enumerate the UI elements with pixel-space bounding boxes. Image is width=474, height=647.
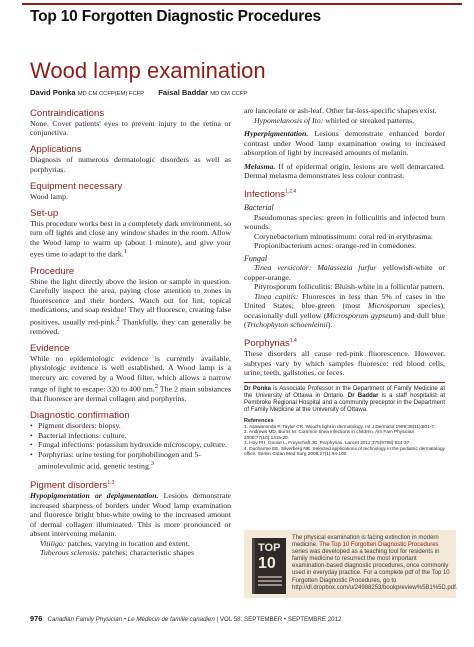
book-cover-image: [252, 538, 286, 594]
citation: 3: [150, 460, 155, 468]
citation: 1: [123, 248, 127, 255]
procedure-text: Shine the light directly above the lesion or sample in question. Carefully inspect the area, paying close attention to zones in fluorescence and their borders. Watch out for lint, topical medications, and soap residue! They all fluoresce, creating false positives, usually red-pink.$^2$ Thankfully, they can generally be removed.: [30, 276, 231, 336]
article-title: Wood lamp examination: [30, 58, 266, 83]
applications-heading: Applications: [30, 144, 82, 155]
vitiligo-text: Vitiligo: patches, varying in location and extent.: [40, 538, 190, 548]
header-rule: [22, 3, 462, 5]
page-footer: [30, 614, 341, 623]
references-list: [244, 424, 445, 456]
list-item: • Porphyrias: urine testing for porphobilinogen and 5-aminolevulinic acid, genetic testing.$^3$: [30, 450, 231, 472]
author-credentials: MD CM CCFP(EM) FCFP: [77, 91, 145, 97]
footer-separator: |: [216, 616, 219, 623]
list-item: • Pigment disorders: biopsy.: [30, 421, 231, 431]
diagnostic-confirmation-heading: Diagnostic confirmation: [30, 410, 130, 422]
continued-text: are lanceolate or ash-leaf. Other far-less-specific shapes exist.: [244, 106, 437, 115]
setup-heading: Set-up: [30, 207, 59, 219]
pseudomonas-text: Pseudomonas species: green in folliculitis and infected burn wounds.: [244, 212, 445, 232]
author-name: Faisal Baddar: [158, 88, 209, 97]
list-item: • Fungal infections: potassium hydroxide microscopy, culture.: [30, 440, 231, 450]
evidence-heading: Evidence: [30, 342, 70, 354]
reference-item: 4. Ducharme EE, Silverberg NB. Selected applications of technology in the pediatric dermatology office. Semin Cutan Med Surg 2008;27(1):94-100.: [244, 445, 445, 456]
series-name-link[interactable]: The Top 10 Forgotten Diagnostic Procedures: [319, 542, 439, 549]
section-divider: [244, 382, 445, 383]
setup-text: This procedure works best in a completely dark environment, so turn off lights and close any window shades in the room. Allow the Wood lamp to warm up (about 1 minute), and give your eyes time to adapt to the dark.$^1$: [30, 218, 231, 259]
tinea-capitis-text: Tinea capitis: Fluoresces in less than 5% of cases in the United States; blue-green (most Microsporum species), occasionally dull yellow (Microsporum gypseum) and dull blue (Trichophyton schoenleinii).: [244, 291, 445, 330]
left-column: [30, 101, 231, 579]
tuberous-sclerosis-text: Tuberous sclerosis: patches; characteristic shapes: [40, 548, 195, 558]
evidence-text: While no epidemiologic evidence is currently available, physiologic evidence is well established. A Wood lamp is a mercury arc covered by a Wood filter, which allows a narrow range of light to escape: 320 to 400 nm.$^2$ The 2 main substances that fluoresce are dermal collagen and porphyrins.: [30, 353, 231, 404]
page-number: 976: [30, 614, 43, 623]
hypopigmentation-text: Hypopigmentation or depigmentation. Lesions demonstrate increased sharpness of borders under Wood lamp examination and fluoresce bright blue-white owing to the increased amount of dermal collagen illuminated. This is more pronounced or absent intervening melanin.: [30, 491, 231, 539]
reference-item: 3. Hoy PH, Goose L, Freyschaft JC. Porphyrias. Lancet 2012;375(9798):924-37.: [244, 440, 411, 446]
author-name: David Ponka: [30, 88, 76, 97]
tinea-versicolor-text: Tinea versicolor: Malassezia furfur yellowish-white or copper-orange.: [244, 263, 445, 282]
promo-text: The physical examination is facing extinction in modern medicine. The Top 10 Forgotten Diagnostic Procedures series was developed as a teaching tool for residents in family medicine to resurrect the most important examination-based diagnostic procedures, once commonly used in everyday practice. For a complete pdf of the Top 10 Forgotten Diagnostic Procedures, go to http://dl.dropbox.com/u/24988253/bookpreview%5B1%5D.pdf.: [292, 535, 458, 591]
series-title: Top 10 Forgotten Diagnostic Procedures: [30, 8, 321, 25]
journal-name: Canadian Family Physician • Le Médecin de famille canadien: [47, 616, 215, 623]
pigment-disorders-heading: Pigment disorders$^{1,3}$: [30, 479, 115, 492]
procedure-heading: Procedure: [30, 265, 75, 277]
infections-heading: Infections$^{1,2,4}$: [244, 189, 297, 201]
author-credentials: MD CM CCFP: [210, 91, 248, 97]
citation: 1,2,4: [285, 189, 297, 195]
issue-info: VOL 58: SEPTEMBER • SEPTEMBRE 2012: [219, 616, 342, 623]
porphyrias-heading: Porphyrias$^{1,4}$: [244, 338, 297, 350]
book-cover-number: 10: [258, 555, 276, 572]
list-item: • Bacterial infections: culture.: [30, 431, 231, 441]
propionibacterium-text: Propionibacterium acnes: orange-red in comedones.: [254, 241, 417, 251]
citation: 1,4: [289, 338, 297, 345]
applications-text: Diagnosis of numerous dermatologic disorders as well as porphyrias.: [30, 155, 231, 174]
reference-item: 1. Asawanonda P, Taylor CR. Wood's light in dermatology. Int J Dermatol 1999;38(11):801-7.: [244, 423, 436, 429]
hyperpigmentation-text: Hyperpigmentation. Lesions demonstrate enhanced border contrast under Wood lamp examination owing to increased absorption of light by increased amounts of melanin.: [244, 129, 445, 157]
equipment-heading: Equipment necessary: [30, 180, 123, 192]
bacterial-subheading: Bacterial: [244, 203, 274, 213]
contraindications-text: None. Cover patients' eyes to prevent injury to the retina or conjunctiva.: [30, 118, 231, 137]
author-line: [30, 88, 247, 97]
equipment-text: Wood lamp.: [30, 191, 68, 201]
citation: 2: [154, 383, 159, 391]
fungal-subheading: Fungal: [244, 253, 268, 263]
reference-item: 2. Andrews MD, Burns M. Common tinea infections in children. Am Fam Physician 2008;77(10):1415-20.: [244, 429, 415, 440]
melasma-text: Melasma. If of epidermal origin, lesions are well demarcated. Dermal melasma demonstrates less colour contrast.: [244, 161, 445, 180]
right-column: [244, 106, 445, 526]
diagnostic-list: [30, 421, 231, 471]
references-heading: References: [244, 417, 274, 424]
contraindications-heading: Contraindications: [30, 107, 105, 119]
porphyrias-text: These disorders all cause red-pink fluorescence. However, subtypes vary by which samples fluoresce: red blood cells, urine, teeth, gallstones, or feces.: [244, 349, 445, 378]
pityrosporum-text: Pityrosporum folliculitis: Bluish-white in a follicular pattern.: [254, 282, 445, 292]
hypomelanosis-text: Hypomelanosis of Ito: whirled or streaked patterns.: [254, 115, 415, 125]
citation: 1,3: [107, 479, 115, 486]
author-bio: Dr Ponka is Associate Professor in the Department of Family Medicine at the University of Ottawa in Ontario. Dr Baddar is a staff hospitalist at Pembroke Regional Hospital and a community preceptor in the Department of Family Medicine at the University of Ottawa.: [244, 385, 445, 413]
book-cover-label: TOP: [258, 542, 281, 554]
citation: 2: [116, 315, 120, 323]
corynebacterium-text: Corynebacterium minutissimum: coral red in erythrasma.: [254, 231, 433, 241]
